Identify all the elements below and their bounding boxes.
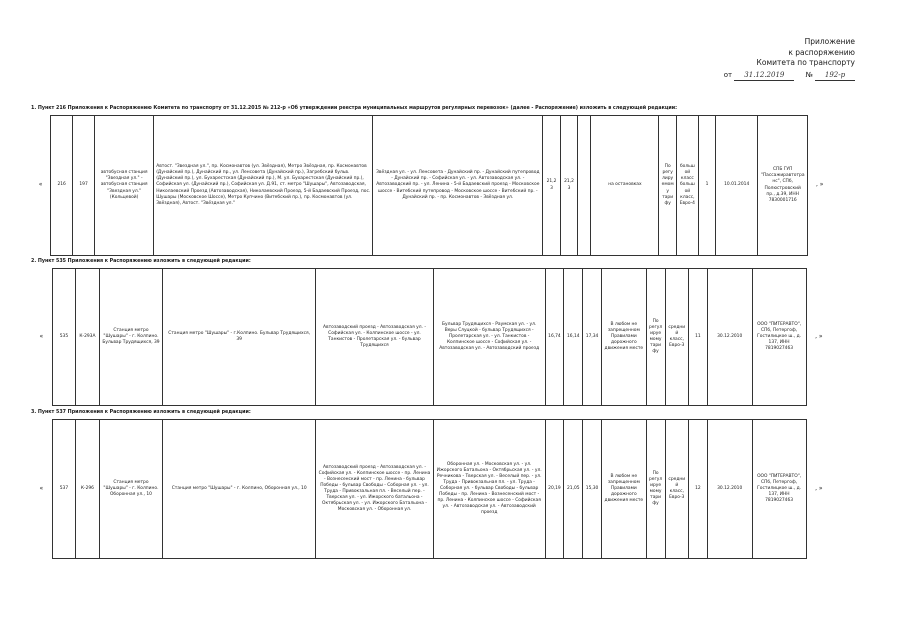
cell-tariff-type: По регулируемому тарифу — [646, 420, 665, 559]
open-quote: « — [39, 332, 44, 340]
cell-length-total — [578, 116, 591, 256]
table-row — [31, 269, 831, 406]
cell-streets-forward: Звёздная ул. - ул. Ленсовета - Дунайский пр. - Дунайский путепровод - Дунайский пр. - Софийская ул. - ул. Автозаводская ул. - Автозаводский пр. - ул. Ленина - 5-й Бадаевский проезд - Московское шоссе - Витебский путепровод - Московское шоссе - Витебский пр. - Дунайский пр. - пр. Космонавтов - Звёздная ул. — [373, 116, 543, 256]
cell-stop-order: В любом не запрещенном Правилами дорожного движения месте — [601, 269, 646, 406]
cell-length-back: 21,23 — [560, 116, 578, 256]
cell-route-name: автобусная станция "Звездная ул." - автобусная станция "Звездная ул." (Кольцевой) — [95, 116, 154, 256]
cell-length-total: 15,30 — [583, 420, 602, 559]
cell-start-date: 30.12.2010 — [707, 420, 752, 559]
cell-route-number: К-293А — [76, 269, 100, 406]
cell-stops: Станция метро "Шушары" - г.Колпино. Бульвар Трудящихся, 39 — [163, 269, 316, 406]
cell-start-date: 10.01.2014 — [716, 116, 758, 256]
cell-vehicle: средний класс, Евро-3 — [665, 269, 689, 406]
cell-stops: Автост. "Звездная ул.", пр. Космонавтов (ул. Звёздная), Метро Звёздная, пр. Космонавтов (Дунайский пр.), Дунайский пр., ул. Ленсовета (Дунайский пр.), Загребский бульв. (Дунайский пр.), ул. Бухарестская (Дунайский пр.), М. ул. Бухарестская (Дунайский пр.), Софийская ул. (Дунайский пр.), Софийская ул. Д.91, ст. метро "Шушары", Автозаводская, Николаевский Проезд (Автозаводская), Николаевский Проезд, 5-й Бадаевский Проезд, пос. Шушары (Московское Шоссе), Метро Купчино (Витебский пр.), пр. Космонавтов (ул. Звёздная), Автост. "Звёздная ул." — [154, 116, 373, 256]
cell-reg-number: 535 — [52, 269, 76, 406]
cell-length-forward: 16,74 — [545, 269, 564, 406]
cell-carrier: ООО "ПИТЕРАВТО", СПб, Петергоф, Гостилицкое ш., д. 137, ИНН 7819027463 — [752, 269, 806, 406]
table-row — [31, 116, 831, 256]
cell-route-number: К-296 — [76, 420, 100, 559]
cell-streets-forward: Автозаводский проезд - Автозаводская ул. - Софийская ул. - Колпинское шоссе - пр. Ленина - Вознесенский мост - пр. Ленина - бульвар Победы - бульвар Свободы - Соборная ул. - ул. Труда - Привокзальная пл. - Веселый пер. - Тверская ул. - ул. Ижорского батальона - Октябрьская ул. - ул. Ижорского Батальона - Московская ул. - Оборонная ул. — [316, 420, 434, 559]
cell-length-forward: 21,23 — [543, 116, 561, 256]
cell-route-name: Станция метро "Шушары" - г. Колпино. Бульвар Трудящихся, 39 — [99, 269, 163, 406]
date-number-line — [655, 70, 855, 82]
handwritten-number: 192-р — [815, 70, 855, 82]
cell-tariff-type: По регулируемому тарифу — [659, 116, 677, 256]
header-appendix: Приложение — [804, 37, 855, 46]
header-committee: Комитета по транспорту — [756, 58, 855, 67]
cell-streets-back: Оборонная ул. - Московская ул. - ул. Ижорского Батальона - Октябрьская ул. - ул. Речникова - Тверская ул. - Веселый пер. - ул. Труда - Привокзальная пл. - ул. Труда - Соборная ул. - бульвар Свободы - бульвар Победы - пр. Ленина - Вознесенский мост - пр. Ленина - Колпинское шоссе - Софийская ул. - Автозаводская ул. - Автозаводский проезд — [433, 420, 545, 559]
close-quote: , » — [815, 332, 823, 340]
cell-length-forward: 20,19 — [545, 420, 564, 559]
cell-stop-order: В любом не запрещенном Правилами дорожного движения месте — [601, 420, 646, 559]
cell-carrier: СПБ ГУП "Пассажиравтотранс", СПб, Полюстровский пр., д.39, ИНН 7830001716 — [757, 116, 807, 256]
cell-streets-back: Бульвар Трудящихся - Раумская ул. - ул. Веры Слуцкой - бульвар Трудящихся - Пролетарская ул. - ул. Танкистов - Колпинское шоссе - Софийская ул. - Автозаводская ул. - Автозаводский проезд — [433, 269, 545, 406]
handwritten-date: 31.12.2019 — [734, 70, 794, 82]
date-label: от — [723, 70, 733, 79]
cell-length-total: 17,34 — [583, 269, 602, 406]
cell-route-number: 197 — [73, 116, 95, 256]
cell-length-back: 21,05 — [564, 420, 583, 559]
route-table-537 — [31, 419, 831, 559]
open-quote: « — [38, 181, 43, 189]
cell-max-count: 1 — [698, 116, 716, 256]
table-row — [31, 420, 831, 559]
cell-tariff-type: По регулируемому тарифу — [646, 269, 665, 406]
cell-vehicle: большой класс большой класс, Евро-4 — [676, 116, 698, 256]
number-label: № — [805, 70, 813, 79]
route-table-535 — [31, 268, 831, 406]
amendment-clause-2: 2. Пункт 535 Приложения к Распоряжению изложить в следующей редакции: — [31, 259, 251, 264]
cell-carrier: ООО "ПИТЕРАВТО", СПб, Петергоф, Гостилицкое ш., д. 137, ИНН 7819027463 — [752, 420, 806, 559]
cell-stops: Станция метро "Шушары" - г. Колпино, Оборонная ул., 10 — [163, 420, 316, 559]
amendment-clause-3: 3. Пункт 537 Приложения к Распоряжению изложить в следующей редакции: — [31, 410, 251, 415]
route-table-216 — [31, 115, 831, 256]
cell-streets-forward: Автозаводский проезд - Автозаводская ул. - Софийская ул. - Колпинское шоссе - ул. Танкистов - Пролетарская ул. - бульвар Трудящихся — [316, 269, 434, 406]
cell-max-count: 11 — [689, 269, 708, 406]
amendment-clause-1: 1. Пункт 216 Приложения к Распоряжению Комитета по транспорту от 31.12.2015 № 212-р «Об утверждении реестра муниципальных маршрутов регулярных перевозок» (далее - Распоряжение) изложить в следующей редакции: — [31, 106, 678, 111]
open-quote: « — [39, 484, 44, 492]
cell-vehicle: средний класс, Евро-3 — [665, 420, 689, 559]
cell-route-name: Станция метро "Шушары" - г. Колпино. Оборонная ул., 10 — [99, 420, 163, 559]
cell-max-count: 12 — [689, 420, 708, 559]
cell-start-date: 30.12.2010 — [707, 269, 752, 406]
close-quote: , » — [815, 484, 823, 492]
close-quote: , » — [815, 181, 824, 189]
header-order: к распоряжению — [788, 47, 855, 57]
cell-length-back: 16,14 — [564, 269, 583, 406]
cell-stop-order: на остановках — [591, 116, 659, 256]
document-header — [655, 37, 855, 81]
cell-reg-number: 216 — [51, 116, 73, 256]
cell-reg-number: 537 — [52, 420, 76, 559]
